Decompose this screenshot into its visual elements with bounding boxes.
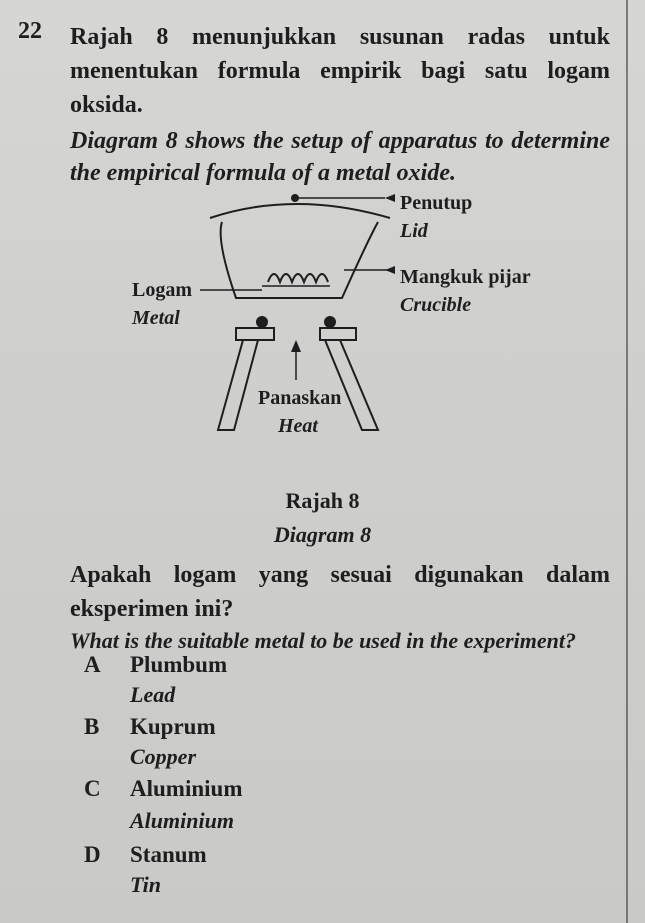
apparatus-drawing [0,180,645,480]
metal-label-ms: Logam [132,279,192,301]
option-a-ms: Plumbum [130,652,228,677]
option-d-letter: D [84,842,101,867]
prompt-ms-line-2: eksperimen ini? [70,596,234,622]
option-c-en: Aluminium [130,808,234,833]
support-joint-right [324,316,336,328]
apparatus-diagram [0,180,645,480]
support-bar-right [320,328,356,340]
question-text-en-line-1: Diagram 8 shows the setup of apparatus to determine [70,128,610,154]
option-d-ms: Stanum [130,842,207,867]
question-text-ms-line-1: Rajah 8 menunjukkan susunan radas untuk [70,24,610,50]
option-a-letter: A [84,652,101,677]
lid-outline [210,204,390,218]
diagram-caption-en: Diagram 8 [273,522,372,547]
tripod-leg-left [218,340,258,430]
option-b-en: Copper [130,744,196,769]
diagram-caption-ms: Rajah 8 [285,488,360,513]
crucible-label-ms: Mangkuk pijar [400,266,531,288]
crucible-label-en: Crucible [400,294,472,316]
heat-label-en: Heat [278,415,318,437]
lid-knob [291,194,299,202]
question-text-ms-line-2: menentukan formula empirik bagi satu logam [70,58,610,84]
prompt-ms-line-1: Apakah logam yang sesuai digunakan dalam [70,562,610,588]
tripod-leg-right [325,340,378,430]
option-a-en: Lead [130,682,176,707]
support-joint-left [256,316,268,328]
heat-label-ms: Panaskan [258,387,342,409]
heat-arrow-head [291,340,301,352]
option-c-letter: C [84,776,101,801]
metal-coil [268,274,328,282]
lid-label-ms: Penutup [400,192,473,214]
question-text-en-line-2: the empirical formula of a metal oxide. [70,160,456,186]
metal-label-en: Metal [132,307,180,329]
question-number: 22 [18,18,42,44]
prompt-en: What is the suitable metal to be used in the experiment? [70,628,577,653]
option-b-letter: B [84,714,100,739]
question-text-ms-line-3: oksida. [70,92,143,118]
lid-label-en: Lid [400,220,428,242]
option-d-en: Tin [130,872,161,897]
support-bar-left [236,328,274,340]
lid-pointer-arrowhead [385,194,395,202]
option-b-ms: Kuprum [130,714,216,739]
option-c-ms: Aluminium [130,776,243,801]
crucible-pointer-arrowhead [385,266,395,274]
